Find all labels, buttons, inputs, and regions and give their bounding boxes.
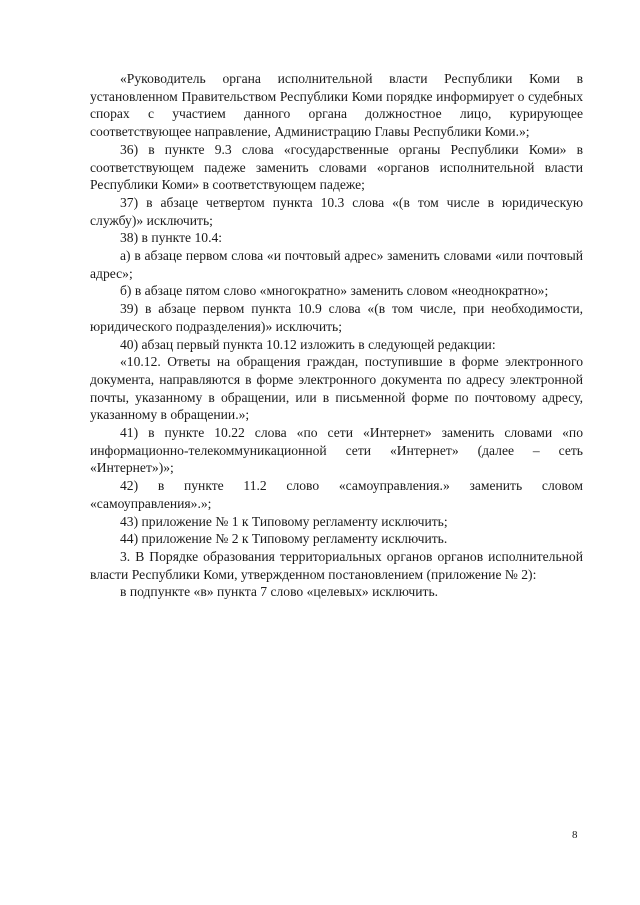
paragraph-section-3: 3. В Порядке образования территориальных органов органов исполнительной власти Республики Коми, утвержденном постановлением (приложение № 2): — [90, 548, 583, 582]
paragraph-item-44: 44) приложение № 2 к Типовому регламенту исключить. — [120, 531, 448, 547]
paragraph-section-3-sub: в подпункте «в» пункта 7 слово «целевых» исключить. — [120, 584, 439, 600]
paragraph-item-41: 41) в пункте 10.22 слова «по сети «Интернет» заменить словами «по информационно-телекоммуникационной сети «Интернет» (далее – сеть «Интернет»)»; — [90, 425, 583, 476]
page-number: 8 — [572, 829, 578, 841]
paragraph-item-38a: а) в абзаце первом слова «и почтовый адрес» заменить словами «или почтовый адрес»; — [90, 248, 583, 281]
paragraph-item-40-text: «10.12. Ответы на обращения граждан, поступившие в форме электронного документа, направляются в форме электронного документа по адресу электронной почты, указанному в обращении, или в письменной форме по почтовому адресу, указанному в обращении.»; — [90, 354, 583, 423]
paragraph-item-42: 42) в пункте 11.2 слово «самоуправления.» заменить словом «самоуправления».»; — [90, 478, 583, 511]
paragraph-item-38b: б) в абзаце пятом слово «многократно» заменить словом «неоднократно»; — [120, 283, 549, 299]
paragraph-item-40: 40) абзац первый пункта 10.12 изложить в следующей редакции: — [120, 336, 496, 352]
paragraph-quote-head: «Руководитель органа исполнительной власти Республики Коми в установленном Правительством Республики Коми порядке информирует о судебных спорах с участием данного органа должностное лицо, курирующее соответствующее направление, Администрацию Главы Республики Коми.»; — [90, 71, 583, 140]
paragraph-item-43: 43) приложение № 1 к Типовому регламенту исключить; — [120, 513, 448, 529]
document-body — [90, 70, 583, 601]
paragraph-item-37: 37) в абзаце четвертом пункта 10.3 слова «(в том числе в юридическую службу)» исключить; — [90, 194, 583, 228]
paragraph-item-36: 36) в пункте 9.3 слова «государственные органы Республики Коми» в соответствующем падеже заменить словами «органов исполнительной власти Республики Коми» в соответствующем падеже; — [90, 141, 583, 193]
paragraph-item-39: 39) в абзаце первом пункта 10.9 слова «(в том числе, при необходимости, юридического подразделения)» исключить; — [90, 301, 583, 334]
paragraph-item-38: 38) в пункте 10.4: — [120, 230, 223, 246]
